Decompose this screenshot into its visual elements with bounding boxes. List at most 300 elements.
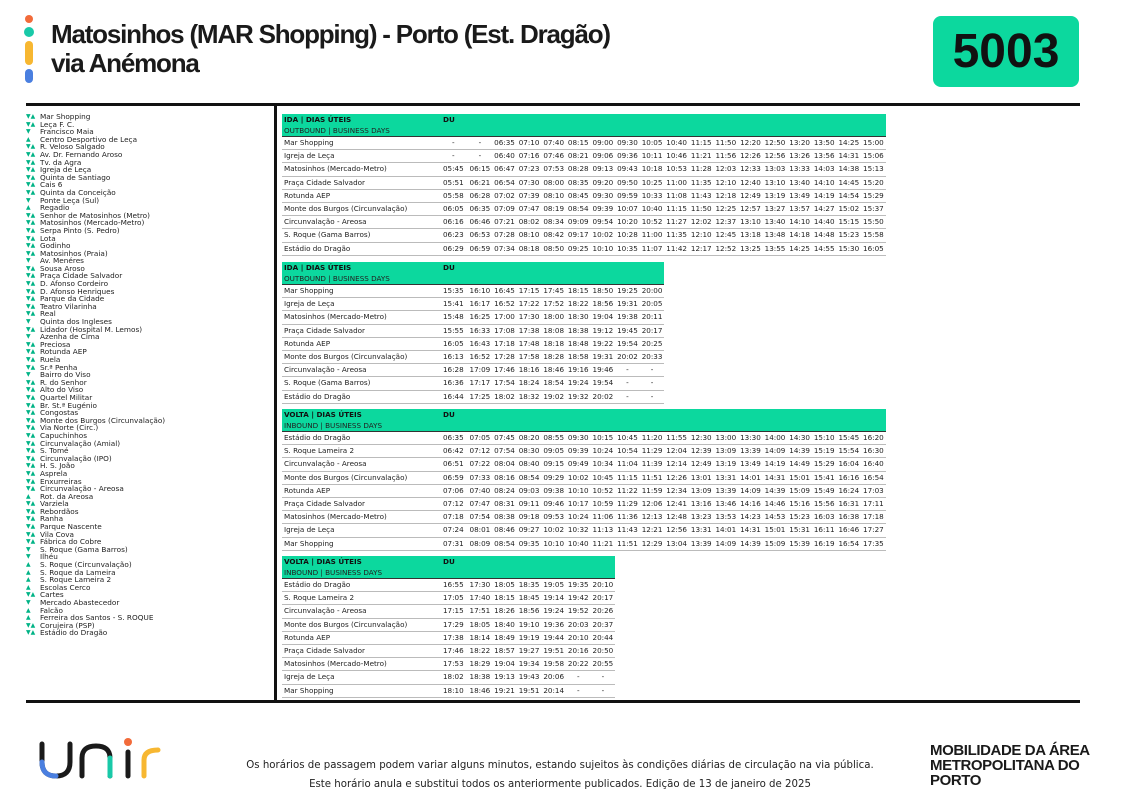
- direction-arrows-icon: ▼▲: [26, 393, 36, 401]
- time-cell: 13:39: [714, 484, 739, 497]
- stop-name: Parque da Cidade: [40, 294, 105, 304]
- time-cell: 11:27: [664, 216, 689, 229]
- time-cell: 13:19: [763, 189, 788, 202]
- stop-name: Congostas: [40, 408, 79, 418]
- time-cell: 16:25: [468, 311, 493, 324]
- time-cell: 12:34: [664, 484, 689, 497]
- stop-name: Mercado Abastecedor: [40, 598, 120, 607]
- time-cell: 14:40: [812, 216, 837, 229]
- table-header: IDA | DIAS ÚTEIS: [282, 114, 439, 125]
- amp-logo-line-2: METROPOLITANA DO PORTO: [930, 757, 1080, 789]
- time-cell: 18:56: [517, 605, 542, 618]
- table-row: [282, 511, 886, 524]
- time-cell: 11:22: [615, 484, 640, 497]
- row-stop-name: Rotunda AEP: [282, 484, 439, 497]
- subheader-cell: [566, 273, 591, 285]
- time-cell: 19:46: [591, 364, 616, 377]
- time-cell: 13:33: [787, 163, 812, 176]
- time-cell: 12:13: [640, 511, 665, 524]
- direction-arrows-icon: ▼: [26, 196, 31, 204]
- subheader-cell: [439, 567, 468, 579]
- time-cell: 08:24: [492, 484, 517, 497]
- time-cell: 17:17: [468, 377, 493, 390]
- subheader-cell: [468, 567, 493, 579]
- subheader-cell: [492, 125, 517, 137]
- time-cell: 09:36: [615, 150, 640, 163]
- direction-arrows-icon: ▲: [26, 492, 31, 500]
- time-cell: 09:30: [566, 432, 591, 445]
- table-subheader-row: [282, 567, 615, 579]
- time-cell: 07:54: [468, 511, 493, 524]
- row-stop-name: Mar Shopping: [282, 285, 439, 298]
- subheader-cell: [517, 567, 542, 579]
- time-cell: 13:16: [689, 498, 714, 511]
- subheader-cell: [861, 420, 886, 432]
- time-cell: 12:39: [689, 445, 714, 458]
- time-cell: 20:25: [640, 337, 665, 350]
- table-row: [282, 377, 664, 390]
- time-cell: 09:39: [591, 203, 616, 216]
- table-row: [282, 631, 615, 644]
- time-cell: 13:23: [689, 511, 714, 524]
- table-row: [282, 189, 886, 202]
- subheader-cell: [738, 420, 763, 432]
- time-cell: 10:45: [615, 432, 640, 445]
- time-cell: 11:55: [664, 432, 689, 445]
- time-cell: 19:42: [566, 592, 591, 605]
- time-cell: 14:09: [738, 484, 763, 497]
- time-cell: 06:54: [492, 176, 517, 189]
- time-cell: 18:24: [517, 377, 542, 390]
- time-cell: 08:18: [517, 242, 542, 255]
- time-cell: 06:51: [439, 458, 468, 471]
- time-cell: 16:45: [492, 285, 517, 298]
- time-cell: 18:49: [492, 631, 517, 644]
- direction-arrows-icon: ▼▲: [26, 386, 36, 394]
- header-cell: [492, 556, 517, 567]
- time-cell: 08:02: [517, 216, 542, 229]
- direction-arrows-icon: ▼▲: [26, 166, 36, 174]
- time-cell: 15:48: [439, 311, 468, 324]
- stop-name: Varziela: [40, 499, 69, 509]
- direction-arrows-icon: ▼▲: [26, 158, 36, 166]
- time-cell: 19:19: [517, 631, 542, 644]
- day-code: DU: [439, 114, 468, 125]
- time-cell: 18:38: [566, 324, 591, 337]
- time-cell: 14:19: [763, 458, 788, 471]
- time-cell: 09:06: [591, 150, 616, 163]
- header-cell: [714, 114, 739, 125]
- row-stop-name: Mar Shopping: [282, 137, 439, 150]
- time-cell: 12:26: [738, 150, 763, 163]
- direction-arrows-icon: ▼▲: [26, 462, 36, 470]
- time-cell: 13:48: [763, 229, 788, 242]
- table-row: [282, 364, 664, 377]
- time-cell: 15:41: [439, 298, 468, 311]
- subheader-cell: [439, 125, 468, 137]
- time-cell: 07:21: [492, 216, 517, 229]
- stop-name: Enxurreiras: [40, 476, 82, 486]
- stop-name: Serpa Pinto (S. Pedro): [40, 225, 120, 235]
- stop-name: H. S. João: [40, 461, 75, 471]
- time-cell: 11:00: [664, 176, 689, 189]
- row-stop-name: Monte dos Burgos (Circunvalação): [282, 203, 439, 216]
- time-cell: 16:04: [837, 458, 862, 471]
- time-cell: 12:14: [664, 458, 689, 471]
- table-subheader-row: [282, 420, 886, 432]
- row-stop-name: Circunvalação - Areosa: [282, 364, 439, 377]
- time-cell: 10:20: [615, 216, 640, 229]
- time-cell: 20:10: [591, 579, 616, 592]
- time-cell: 07:12: [439, 498, 468, 511]
- time-cell: 15:16: [787, 498, 812, 511]
- direction-arrows-icon: ▼▲: [26, 538, 36, 546]
- time-cell: 07:40: [541, 137, 566, 150]
- time-cell: 12:33: [738, 163, 763, 176]
- stop-name: Parque Nascente: [40, 522, 102, 532]
- time-cell: 07:53: [541, 163, 566, 176]
- time-cell: 08:54: [566, 203, 591, 216]
- direction-arrows-icon: ▼▲: [26, 401, 36, 409]
- time-cell: 16:43: [468, 337, 493, 350]
- time-cell: 11:15: [689, 137, 714, 150]
- time-cell: 19:24: [541, 605, 566, 618]
- time-cell: 15:15: [837, 216, 862, 229]
- direction-arrows-icon: ▼▲: [26, 188, 36, 196]
- row-stop-name: Igreja de Leça: [282, 524, 439, 537]
- table-row: [282, 216, 886, 229]
- time-cell: 17:15: [439, 605, 468, 618]
- row-stop-name: Matosinhos (Mercado-Metro): [282, 311, 439, 324]
- stop-name: R. do Senhor: [40, 377, 87, 387]
- subheader-cell: [541, 420, 566, 432]
- time-cell: 13:31: [714, 471, 739, 484]
- time-cell: 14:53: [763, 511, 788, 524]
- time-cell: 13:18: [738, 229, 763, 242]
- time-cell: 20:10: [566, 631, 591, 644]
- time-cell: 09:00: [591, 137, 616, 150]
- header-cell: [517, 556, 542, 567]
- time-cell: 09:46: [541, 498, 566, 511]
- time-cell: 10:59: [591, 498, 616, 511]
- table-header: VOLTA | DIAS ÚTEIS: [282, 409, 439, 420]
- time-cell: 12:48: [664, 511, 689, 524]
- time-cell: 11:28: [689, 163, 714, 176]
- time-cell: 18:46: [468, 684, 493, 697]
- time-cell: 07:16: [517, 150, 542, 163]
- time-cell: 12:56: [763, 150, 788, 163]
- stop-name: Cais 6: [40, 180, 63, 190]
- time-cell: 13:04: [664, 537, 689, 550]
- subheader-cell: [468, 420, 493, 432]
- header-cell: [615, 409, 640, 420]
- time-cell: 06:59: [439, 471, 468, 484]
- time-cell: 05:58: [439, 189, 468, 202]
- footer-disclaimer: Os horários de passagem podem variar alguns minutos, estando sujeitos às condições diárias de circulação na via pública.: [246, 760, 874, 771]
- subheader-cell: [615, 125, 640, 137]
- time-cell: 13:40: [787, 176, 812, 189]
- time-cell: 12:17: [689, 242, 714, 255]
- time-cell: 16:13: [439, 351, 468, 364]
- time-cell: 10:02: [566, 471, 591, 484]
- top-divider: [26, 103, 1080, 106]
- time-cell: 15:20: [861, 176, 886, 189]
- subheader-cell: [591, 125, 616, 137]
- table-header: VOLTA | DIAS ÚTEIS: [282, 556, 439, 567]
- header-cell: [468, 409, 493, 420]
- time-cell: 17:35: [861, 537, 886, 550]
- stop-name: Corujeira (PSP): [40, 620, 95, 630]
- direction-arrows-icon: ▼▲: [26, 507, 36, 515]
- time-cell: 17:22: [517, 298, 542, 311]
- time-cell: 20:14: [541, 684, 566, 697]
- time-cell: 10:24: [566, 511, 591, 524]
- time-cell: 19:44: [541, 631, 566, 644]
- time-cell: 10:40: [566, 537, 591, 550]
- time-cell: 12:20: [738, 137, 763, 150]
- time-cell: 15:37: [861, 203, 886, 216]
- time-cell: 09:27: [517, 524, 542, 537]
- subheader-cell: [763, 125, 788, 137]
- stop-name: Quinta dos Ingleses: [40, 317, 112, 327]
- time-cell: 17:11: [861, 498, 886, 511]
- time-cell: 18:22: [566, 298, 591, 311]
- stop-name: Ruela: [40, 355, 61, 364]
- subheader-cell: [591, 420, 616, 432]
- time-cell: 15:23: [837, 229, 862, 242]
- time-cell: 16:16: [837, 471, 862, 484]
- direction-arrows-icon: ▼▲: [26, 500, 36, 508]
- time-cell: 11:21: [689, 150, 714, 163]
- header-cell: [591, 262, 616, 273]
- bottom-divider: [26, 700, 1080, 703]
- time-cell: 10:45: [591, 471, 616, 484]
- header-cell: [787, 114, 812, 125]
- header-cell: [566, 114, 591, 125]
- time-cell: 17:54: [492, 377, 517, 390]
- time-cell: 17:08: [492, 324, 517, 337]
- time-cell: 10:35: [615, 242, 640, 255]
- time-cell: 14:39: [763, 484, 788, 497]
- time-cell: 19:52: [566, 605, 591, 618]
- stop-name: Francisco Maia: [40, 127, 94, 137]
- header-cell: [861, 409, 886, 420]
- time-cell: 13:27: [763, 203, 788, 216]
- subheader-cell: [837, 420, 862, 432]
- time-cell: 10:54: [615, 445, 640, 458]
- time-cell: 20:26: [591, 605, 616, 618]
- time-cell: 15:29: [812, 458, 837, 471]
- time-cell: 11:04: [615, 458, 640, 471]
- time-cell: 12:29: [640, 537, 665, 550]
- direction-arrows-icon: ▼▲: [26, 348, 36, 356]
- direction-arrows-icon: ▼▲: [26, 150, 36, 158]
- time-cell: 20:50: [591, 645, 616, 658]
- table-row: [282, 524, 886, 537]
- time-cell: 09:30: [615, 137, 640, 150]
- time-cell: -: [615, 364, 640, 377]
- time-cell: 18:16: [517, 364, 542, 377]
- time-cell: 13:53: [714, 511, 739, 524]
- time-cell: 11:51: [640, 471, 665, 484]
- time-cell: 09:05: [541, 445, 566, 458]
- time-cell: 07:34: [492, 242, 517, 255]
- title-line-2: via Anémona: [51, 48, 199, 78]
- row-stop-name: Praça Cidade Salvador: [282, 324, 439, 337]
- table-row: [282, 137, 886, 150]
- stop-name: Quinta da Conceição: [40, 187, 116, 197]
- time-cell: 13:10: [763, 176, 788, 189]
- row-stop-name: Igreja de Leça: [282, 150, 439, 163]
- time-cell: 15:58: [861, 229, 886, 242]
- subheader-cell: [591, 567, 616, 579]
- time-cell: 15:29: [861, 189, 886, 202]
- direction-arrows-icon: ▼: [26, 545, 31, 553]
- time-cell: 10:33: [640, 189, 665, 202]
- page-title: [51, 20, 610, 78]
- header-cell: [591, 114, 616, 125]
- row-stop-name: Estádio do Dragão: [282, 432, 439, 445]
- time-cell: 12:04: [664, 445, 689, 458]
- time-cell: 17:46: [492, 364, 517, 377]
- stop-name: Cartes: [40, 590, 64, 600]
- time-cell: 19:02: [541, 390, 566, 403]
- stop-name: Mar Shopping: [40, 112, 91, 121]
- time-cell: 11:20: [640, 432, 665, 445]
- time-cell: 05:51: [439, 176, 468, 189]
- row-stop-name: Mar Shopping: [282, 684, 439, 697]
- time-cell: 09:20: [591, 176, 616, 189]
- time-cell: 17:18: [861, 511, 886, 524]
- time-cell: 19:54: [591, 377, 616, 390]
- time-cell: 18:02: [439, 671, 468, 684]
- time-cell: 06:28: [468, 189, 493, 202]
- header-cell: [787, 409, 812, 420]
- header-cell: [714, 409, 739, 420]
- time-cell: 19:35: [566, 579, 591, 592]
- subheader-cell: [492, 420, 517, 432]
- dot-teal: [24, 27, 34, 37]
- direction-arrows-icon: ▼▲: [26, 523, 36, 531]
- row-stop-name: Mar Shopping: [282, 537, 439, 550]
- time-cell: 13:30: [738, 432, 763, 445]
- time-cell: 13:56: [812, 150, 837, 163]
- time-cell: 10:25: [640, 176, 665, 189]
- time-cell: 14:49: [787, 458, 812, 471]
- table-row: [282, 671, 615, 684]
- time-cell: 18:45: [517, 592, 542, 605]
- time-cell: 12:57: [738, 203, 763, 216]
- stop-name: Teatro Vilarinha: [40, 301, 97, 311]
- stop-name: Fábrica do Cobre: [40, 537, 102, 547]
- time-cell: 16:54: [837, 537, 862, 550]
- header-cell: [812, 409, 837, 420]
- stop-name: R. Veloso Salgado: [40, 142, 105, 152]
- time-cell: 15:55: [439, 324, 468, 337]
- header-cell: [541, 556, 566, 567]
- row-stop-name: S. Roque Lameira 2: [282, 592, 439, 605]
- time-cell: 15:49: [812, 484, 837, 497]
- time-cell: 17:46: [439, 645, 468, 658]
- time-cell: 20:55: [591, 658, 616, 671]
- time-cell: 08:00: [541, 176, 566, 189]
- time-cell: 18:14: [468, 631, 493, 644]
- time-cell: 07:09: [492, 203, 517, 216]
- time-cell: 16:55: [439, 579, 468, 592]
- time-cell: 12:50: [763, 137, 788, 150]
- stop-item: [26, 174, 271, 182]
- time-cell: 10:15: [591, 432, 616, 445]
- time-cell: 13:55: [763, 242, 788, 255]
- time-cell: 12:18: [714, 189, 739, 202]
- time-cell: 09:29: [541, 471, 566, 484]
- time-cell: 15:09: [763, 537, 788, 550]
- stop-name: Tv. da Agra: [40, 157, 82, 167]
- time-cell: 09:43: [615, 163, 640, 176]
- header-cell: [566, 556, 591, 567]
- stop-name: Lota: [40, 233, 56, 243]
- time-cell: 15:35: [439, 285, 468, 298]
- header-cell: [861, 114, 886, 125]
- direction-arrows-icon: ▼: [26, 599, 31, 606]
- time-cell: 07:05: [468, 432, 493, 445]
- time-cell: 09:54: [591, 216, 616, 229]
- row-stop-name: S. Roque Lameira 2: [282, 445, 439, 458]
- stop-name: Centro Desportivo de Leça: [40, 134, 138, 144]
- direction-arrows-icon: ▲: [26, 568, 31, 576]
- stop-name: Asprela: [40, 468, 68, 478]
- time-cell: 10:05: [640, 137, 665, 150]
- time-cell: 14:48: [812, 229, 837, 242]
- direction-arrows-icon: ▼: [26, 128, 31, 136]
- time-cell: 14:55: [812, 242, 837, 255]
- header-cell: [468, 556, 493, 567]
- row-stop-name: Estádio do Dragão: [282, 579, 439, 592]
- time-cell: 10:17: [566, 498, 591, 511]
- footer-edition: Este horário anula e substitui todos os anteriormente publicados. Edição de 13 de janeiro de 2025: [309, 779, 811, 790]
- direction-arrows-icon: ▲: [26, 606, 31, 614]
- time-cell: 07:24: [439, 524, 468, 537]
- time-cell: 08:50: [541, 242, 566, 255]
- table-row: [282, 163, 886, 176]
- time-cell: 15:50: [861, 216, 886, 229]
- header-cell: [517, 114, 542, 125]
- time-cell: 15:01: [763, 524, 788, 537]
- row-stop-name: Praça Cidade Salvador: [282, 645, 439, 658]
- time-cell: 20:37: [591, 618, 616, 631]
- time-cell: 15:01: [787, 471, 812, 484]
- time-cell: 11:08: [664, 189, 689, 202]
- table-row: [282, 592, 615, 605]
- stop-name: Preciosa: [40, 339, 71, 349]
- time-cell: 06:46: [468, 216, 493, 229]
- time-cell: 16:19: [812, 537, 837, 550]
- time-cell: 07:18: [439, 511, 468, 524]
- direction-arrows-icon: ▼: [26, 333, 31, 341]
- subheader-cell: [689, 125, 714, 137]
- header-cell: [689, 114, 714, 125]
- time-cell: 07:46: [541, 150, 566, 163]
- direction-arrows-icon: ▼▲: [26, 219, 36, 227]
- direction-arrows-icon: ▼▲: [26, 416, 36, 424]
- time-cell: 10:46: [664, 150, 689, 163]
- time-cell: 07:31: [439, 537, 468, 550]
- time-cell: 11:21: [591, 537, 616, 550]
- header-cell: [689, 409, 714, 420]
- time-cell: 13:26: [787, 150, 812, 163]
- time-cell: 14:16: [738, 498, 763, 511]
- stop-name: Matosinhos (Mercado-Metro): [40, 218, 145, 228]
